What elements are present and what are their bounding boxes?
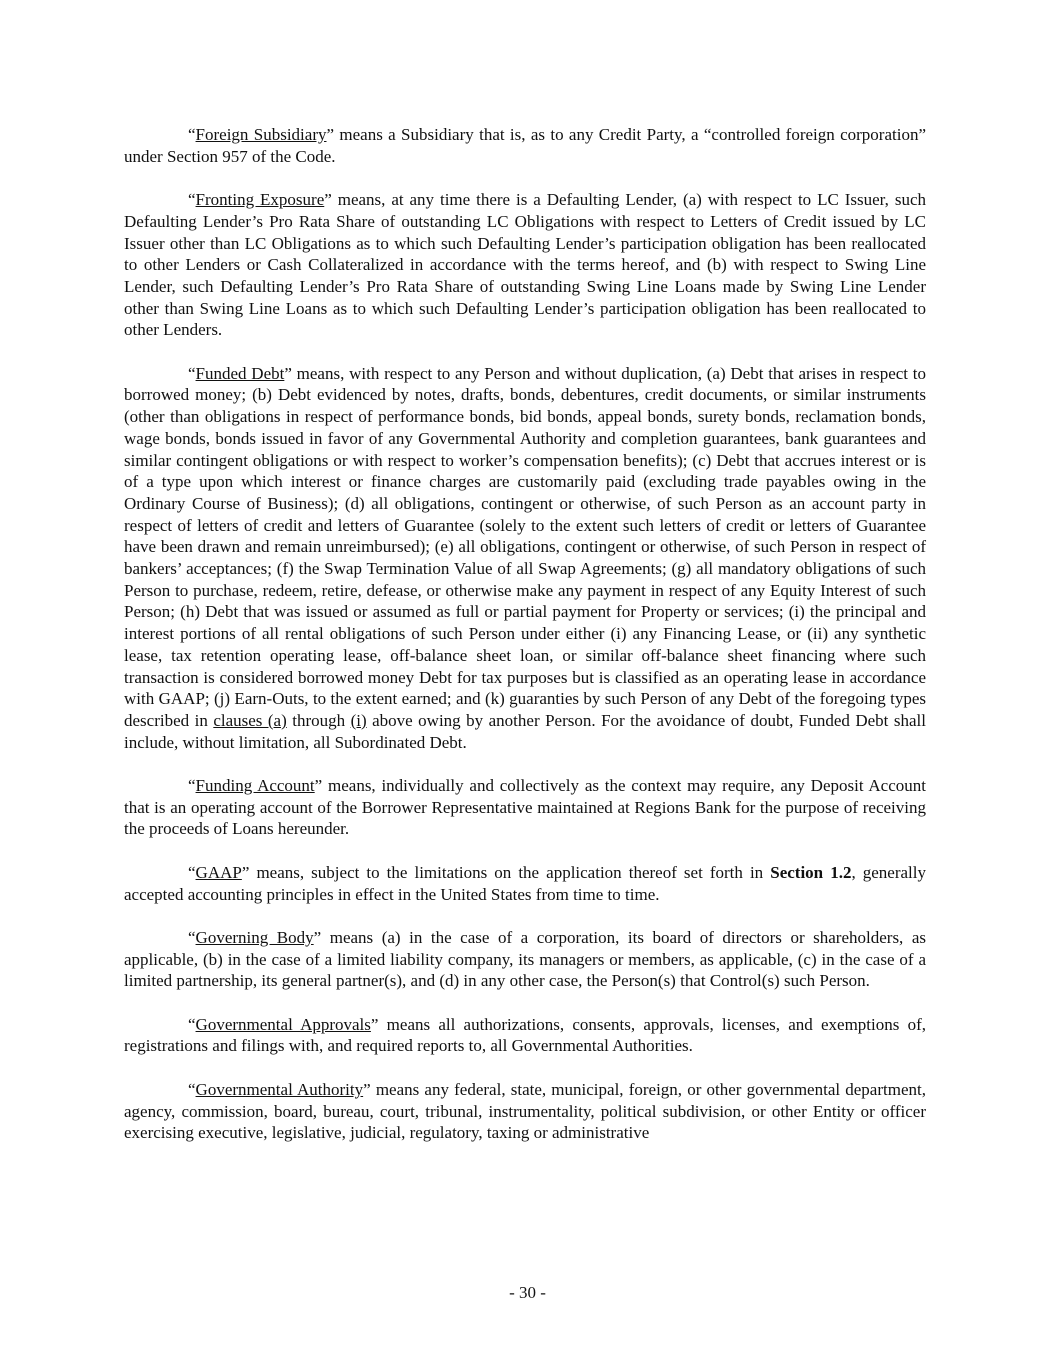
definition-text: ” means, subject to the limitations on the application thereof set forth in: [241, 862, 771, 882]
definition-text: ” means any federal, state, municipal, foreign, or other governmental department, agency, commission, board, bureau, court, tribunal, instrumentality, political subdivision, or other Entity or officer exercising executive, legislative, judicial, regulatory, taxing or administrative: [124, 1079, 926, 1143]
definition-governmental-approvals: “Governmental Approvals” means all authorizations, consents, approvals, licenses, and exemptions of, registrations and filings with, and required reports to, all Governmental Authorities.: [124, 1014, 926, 1056]
document-page: [124, 124, 926, 1166]
definition-funded-debt: “Funded Debt” means, with respect to any Person and without duplication, (a) Debt that arises in respect to borrowed money; (b) Debt evidenced by notes, drafts, bonds, debentures, credit documents, or similar instruments (other than obligations in respect of performance bonds, bid bonds, appeal bonds, surety bonds, reclamation bonds, wage bonds, bonds issued in favor of any Governmental Authority and completion guarantees, bank guarantees and similar contingent obligations or with respect to worker’s compensation benefits); (c) Debt that accrues interest or is of a type upon which interest or finance charges are customarily paid (excluding trade payables owing in the Ordinary Course of Business); (d) all obligations, contingent or otherwise, of such Person as an account party in respect of letters of credit and letters of Guarantee (solely to the extent such letters of credit or letters of Guarantee have been drawn and remain unreimbursed); (e) all obligations, contingent or otherwise, of such Person in respect of bankers’ acceptances; (f) the Swap Termination Value of all Swap Agreements; (g) all mandatory obligations of such Person to purchase, redeem, retire, defease, or otherwise make any payment in respect of any Equity Interest of such Person; (h) Debt that was issued or assumed as full or partial payment for Property or services; (i) the principal and interest portions of all rental obligations of such Person under either (i) any Financing Lease, or (ii) any synthetic lease, tax retention operating lease, off-balance sheet loan, or similar off-balance sheet financing where such transaction is considered borrowed money Debt for tax purposes but is classified as an operating lease in accordance with GAAP; (j) Earn-Outs, to the extent earned; and (k) guaranties by such Person of any Debt of the foregoing types described in clauses (a) through (i) above owing by another Person. For the avoidance of doubt, Funded Debt shall include, without limitation, all Subordinated Debt.: [124, 363, 926, 752]
definition-text: ” means, individually and collectively as the context may require, any Deposit Account that is an operating account of the Borrower Representative maintained at Regions Bank for the purpose of receiving the proceeds of Loans hereunder.: [124, 776, 926, 839]
clause-reference: (i): [350, 710, 367, 730]
definition-text: through: [286, 710, 351, 730]
definition-text: above owing by another Person. For the avoidance of doubt, Funded Debt shall include, without limitation, all Subordinated Debt.: [124, 710, 926, 752]
clause-reference: clauses (a): [213, 710, 287, 730]
definition-foreign-subsidiary: “Foreign Subsidiary” means a Subsidiary that is, as to any Credit Party, a “controlled foreign corporation” under Section 957 of the Code.: [124, 125, 926, 166]
defined-term: Governmental Authority: [195, 1079, 364, 1099]
defined-term: Foreign Subsidiary: [195, 125, 327, 144]
definition-funding-account: “Funding Account” means, individually and collectively as the context may require, any Deposit Account that is an operating account of the Borrower Representative maintained at Regions Bank for the purpose of receiving the proceeds of Loans hereunder.: [124, 776, 926, 839]
definition-text: ” means, with respect to any Person and without duplication, (a) Debt that arises in respect to borrowed money; (b) Debt evidenced by notes, drafts, bonds, debentures, credit documents, or similar instruments (other than obligations in respect of performance bonds, bid bonds, appeal bonds, surety bonds, reclamation bonds, wage bonds, bonds issued in favor of any Governmental Authority and completion guarantees, bank guarantees and similar contingent obligations or with respect to worker’s compensation benefits); (c) Debt that accrues interest or is of a type upon which interest or finance charges are customarily paid (excluding trade payables owing in the Ordinary Course of Business); (d) all obligations, contingent or otherwise, of such Person as an account party in respect of letters of credit and letters of Guarantee (solely to the extent such letters of credit or letters of Guarantee have been drawn and remain unreimbursed); (e) all obligations, contingent or otherwise, of such Person in respect of bankers’ acceptances; (f) the Swap Termination Value of all Swap Agreements; (g) all mandatory obligations of such Person to purchase, redeem, retire, defease, or otherwise make any payment in respect of any Equity Interest of such Person; (h) Debt that was issued or assumed as full or partial payment for Property or services; (i) the principal and interest portions of all rental obligations of such Person under either (i) any Financing Lease, or (ii) any synthetic lease, tax retention operating lease, off-balance sheet loan, or similar off-balance sheet financing where such transaction is considered borrowed money Debt for tax purposes but is classified as an operating lease in accordance with GAAP; (j) Earn-Outs, to the extent earned; and (k) guaranties by such Person of any Debt of the foregoing types described in: [124, 363, 926, 730]
defined-term: GAAP: [195, 862, 242, 882]
definition-text: ” means (a) in the case of a corporation, its board of directors or shareholders, as applicable, (b) in the case of a limited liability company, its managers or members, as applicable, (c) in the case of a limited partnership, its general partner(s), and (d) in any other case, the Person(s) that Control(s) such Person.: [124, 927, 927, 991]
definition-governmental-authority: “Governmental Authority” means any federal, state, municipal, foreign, or other governmental department, agency, commission, board, bureau, court, tribunal, instrumentality, political subdivision, or other Entity or officer exercising executive, legislative, judicial, regulatory, taxing or administrative: [124, 1079, 926, 1143]
defined-term: Funded Debt: [195, 363, 285, 383]
defined-term: Governing Body: [195, 927, 314, 947]
definition-text: , generally accepted accounting principles in effect in the United States from time to time.: [124, 862, 927, 904]
definition-text: ” means a Subsidiary that is, as to any Credit Party, a “controlled foreign corporation” under Section 957 of the Code.: [124, 125, 926, 166]
defined-term: Funding Account: [195, 776, 315, 796]
section-reference: Section 1.2: [770, 862, 852, 882]
definition-text: ” means all authorizations, consents, approvals, licenses, and exemptions of, registrations and filings with, and required reports to, all Governmental Authorities.: [124, 1014, 926, 1056]
definition-fronting-exposure: “Fronting Exposure” means, at any time there is a Defaulting Lender, (a) with respect to LC Issuer, such Defaulting Lender’s Pro Rata Share of outstanding LC Obligations with respect to Letters of Credit issued by LC Issuer other than LC Obligations as to which such Defaulting Lender’s participation obligation has been reallocated to other Lenders or Cash Collateralized in accordance with the terms hereof, and (b) with respect to Swing Line Lender, such Defaulting Lender’s Pro Rata Share of outstanding Swing Line Loans made by Swing Line Lender other than Swing Line Loans as to which such Defaulting Lender’s participation obligation has been reallocated to other Lenders.: [124, 190, 926, 340]
defined-term: Governmental Approvals: [195, 1014, 371, 1034]
definition-text: ” means, at any time there is a Defaulting Lender, (a) with respect to LC Issuer, such Defaulting Lender’s Pro Rata Share of outstanding LC Obligations with respect to Letters of Credit issued by LC Issuer other than LC Obligations as to which such Defaulting Lender’s participation obligation has been reallocated to other Lenders or Cash Collateralized in accordance with the terms hereof, and (b) with respect to Swing Line Lender, such Defaulting Lender’s Pro Rata Share of outstanding Swing Line Loans made by Swing Line Lender other than Swing Line Loans as to which such Defaulting Lender’s participation obligation has been reallocated to other Lenders.: [124, 190, 926, 340]
page-number: - 30 -: [509, 1283, 546, 1302]
defined-term: Fronting Exposure: [195, 190, 325, 210]
definition-governing-body: “Governing Body” means (a) in the case of a corporation, its board of directors or shareholders, as applicable, (b) in the case of a limited liability company, its managers or members, as applicable, (c) in the case of a limited partnership, its general partner(s), and (d) in any other case, the Person(s) that Control(s) such Person.: [124, 927, 927, 991]
definition-gaap: “GAAP” means, subject to the limitations on the application thereof set forth in Section 1.2, generally accepted accounting principles in effect in the United States from time to time.: [124, 862, 927, 904]
